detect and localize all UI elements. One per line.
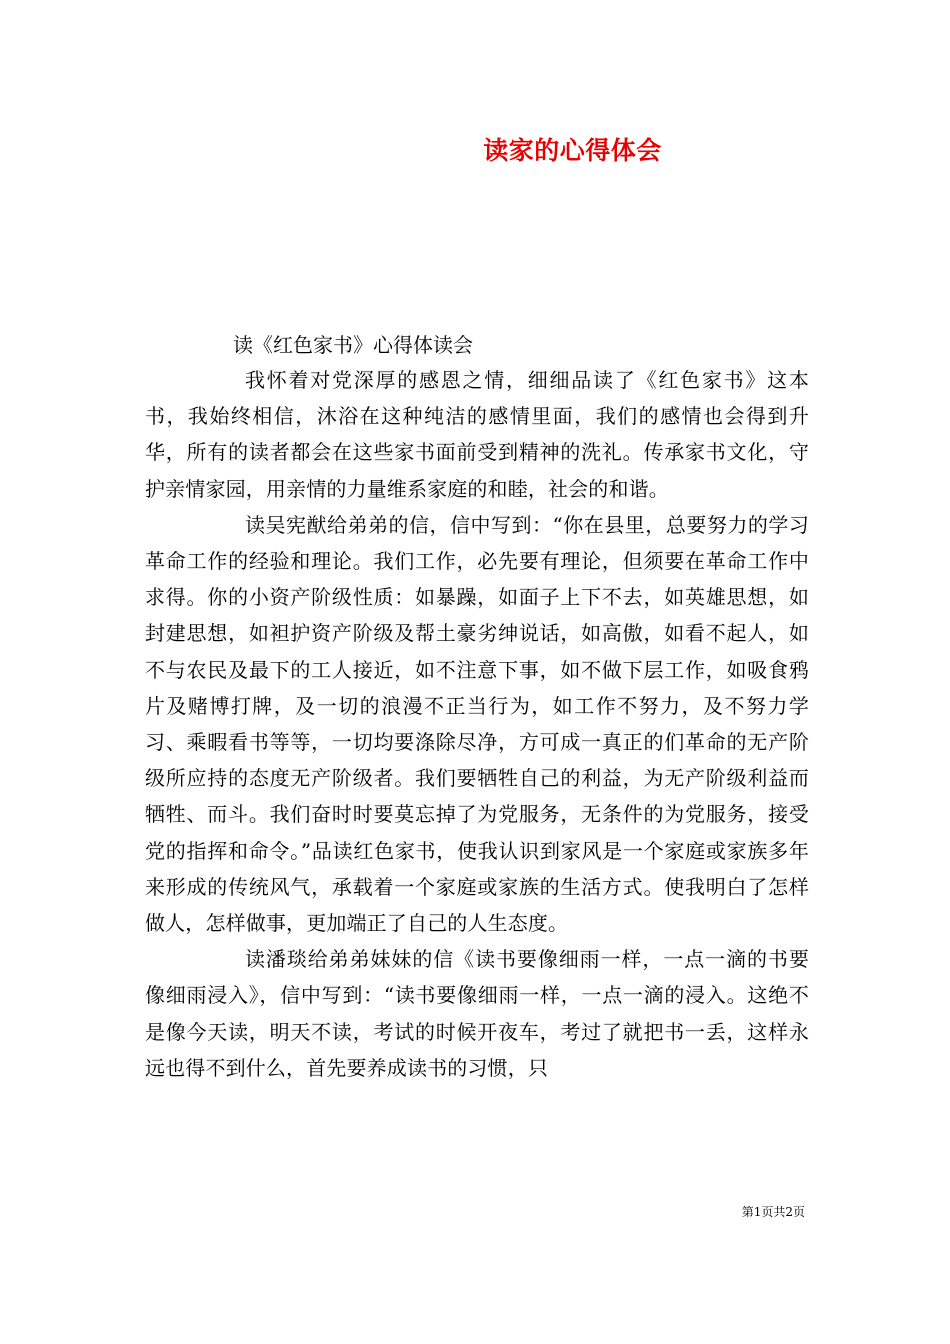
- section-subtitle: 读《红色家书》心得体读会: [233, 333, 473, 357]
- body-text: [145, 362, 809, 1086]
- paragraph-2: 读吴宪猷给弟弟的信，信中写到：“你在县里，总要努力的学习革命工作的经验和理论。我们工作，必先要有理论，但须要在革命工作中求得。你的小资产阶级性质：如暴躁，如面子上下不去，如英雄思想，如封建思想，如袒护资产阶级及帮土豪劣绅说话，如高傲，如看不起人，如不与农民及最下的工人接近，如不注意下事，如不做下层工作，如吸食鸦片及赌博打牌，及一切的浪漫不正当行为，如工作不努力，及不努力学习、乘暇看书等等，一切均要涤除尽净，方可成一真正的们革命的无产阶级所应持的态度无产阶级者。我们要牺牲自己的利益，为无产阶级利益而牺牲、而斗。我们奋时时要莫忘掉了为党服务，无条件的为党服务，接受党的指挥和命令。”品读红色家书，使我认识到家风是一个家庭或家族多年来形成的传统风气，承载着一个家庭或家族的生活方式。使我明白了怎样做人，怎样做事，更加端正了自己的人生态度。: [145, 512, 809, 936]
- paragraph-1: 我怀着对党深厚的感恩之情，细细品读了《红色家书》这本书，我始终相信，沐浴在这种纯洁的感情里面，我们的感情也会得到升华，所有的读者都会在这些家书面前受到精神的洗礼。传承家书文化，守护亲情家园，用亲情的力量维系家庭的和睦，社会的和谐。: [145, 368, 809, 501]
- page-number-footer: 第1页共2页: [741, 1205, 805, 1219]
- paragraph-3: 读潘琰给弟弟妹妹的信《读书要像细雨一样，一点一滴的书要像细雨浸入》，信中写到：“读书要像细雨一样，一点一滴的浸入。这绝不是像今天读，明天不读，考试的时候开夜车，考过了就把书一丢，这样永远也得不到什么，首先要养成读书的习惯，只: [145, 947, 809, 1080]
- page-title: 读家的心得体会: [483, 136, 662, 165]
